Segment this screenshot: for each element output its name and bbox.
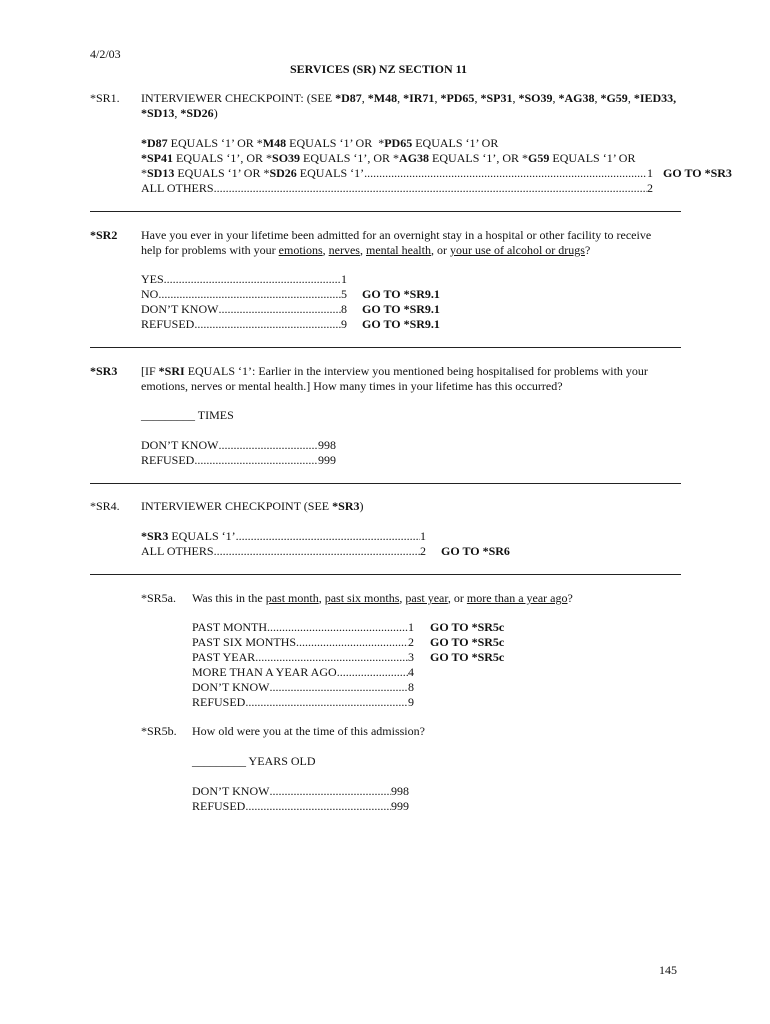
sr3-question-line1: [IF *SRI EQUALS ‘1’: Earlier in the interview you mentioned being hospitalised for problems with your [141, 364, 648, 378]
sr5a-option-more-than-year: MORE THAN A YEAR AGO ..... 4 [192, 665, 414, 680]
sr5a-goto-past-year: GO TO *SR5c [430, 650, 505, 664]
sr2-option-no: NO ..... 5 [141, 287, 347, 302]
sr5b-option-refused: REFUSED ..... 999 [192, 799, 409, 814]
section-divider [90, 347, 681, 348]
section-title: SERVICES (SR) NZ SECTION 11 [290, 62, 467, 76]
sr5a-option-past-year: PAST YEAR ..... 3 [192, 650, 414, 665]
sr4-goto-sr6: GO TO *SR6 [441, 544, 510, 558]
sr1-checkpoint-line1: INTERVIEWER CHECKPOINT: (SEE *D87, *M48, *IR71, *PD65, *SP31, *SO39, *AG38, *G59, *IED33, [141, 91, 677, 105]
sr4-id: *SR4. [90, 499, 120, 513]
sr2-id: *SR2 [90, 228, 118, 242]
sr3-id: *SR3 [90, 364, 118, 378]
sr5b-question: How old were you at the time of this admission? [192, 724, 425, 738]
sr5a-id: *SR5a. [141, 591, 177, 605]
sr2-option-dont-know: DON’T KNOW ..... 8 [141, 302, 347, 317]
sr5a-goto-past-six-months: GO TO *SR5c [430, 635, 505, 649]
sr3-option-refused: REFUSED ..... 999 [141, 453, 336, 468]
sr5b-id: *SR5b. [141, 724, 177, 738]
sr1-option-2: ALL OTHERS ..... 2 [141, 181, 653, 196]
sr1-checkpoint-line2: *SD13, *SD26) [141, 106, 218, 120]
sr1-goto-sr3: GO TO *SR3 [663, 166, 732, 180]
sr5b-option-dont-know: DON’T KNOW ..... 998 [192, 784, 409, 799]
sr3-times-blank: _________ TIMES [141, 408, 234, 422]
section-divider [90, 574, 681, 575]
sr1-condition-line1: *D87 EQUALS ‘1’ OR *M48 EQUALS ‘1’ OR *PD65 EQUALS ‘1’ OR [141, 136, 499, 150]
sr3-option-dont-know: DON’T KNOW ..... 998 [141, 438, 336, 453]
sr5a-question: Was this in the past month, past six months, past year, or more than a year ago? [192, 591, 573, 605]
sr4-checkpoint: INTERVIEWER CHECKPOINT (SEE *SR3) [141, 499, 364, 513]
sr5a-option-past-six-months: PAST SIX MONTHS ..... 2 [192, 635, 414, 650]
sr1-option-1: *SD13 EQUALS ‘1’ OR *SD26 EQUALS ‘1’ ..... 1 [141, 166, 653, 181]
sr2-goto-refused: GO TO *SR9.1 [362, 317, 440, 331]
sr4-option-2: ALL OTHERS ..... 2 [141, 544, 426, 559]
page-number: 145 [659, 963, 677, 977]
sr3-question-line2: emotions, nerves or mental health.] How many times in your lifetime has this occurred? [141, 379, 563, 393]
sr2-goto-no: GO TO *SR9.1 [362, 287, 440, 301]
sr5a-option-dont-know: DON’T KNOW ..... 8 [192, 680, 414, 695]
sr4-option-1: *SR3 EQUALS ‘1’ ..... 1 [141, 529, 426, 544]
document-date: 4/2/03 [90, 47, 121, 61]
section-divider [90, 211, 681, 212]
section-divider [90, 483, 681, 484]
sr2-option-yes: YES ..... 1 [141, 272, 347, 287]
sr2-option-refused: REFUSED ..... 9 [141, 317, 347, 332]
sr2-question-line1: Have you ever in your lifetime been admitted for an overnight stay in a hospital or other facility to receive [141, 228, 652, 242]
sr1-id: *SR1. [90, 91, 120, 105]
sr5b-years-blank: _________ YEARS OLD [192, 754, 316, 768]
sr5a-option-refused: REFUSED ..... 9 [192, 695, 414, 710]
sr5a-option-past-month: PAST MONTH ..... 1 [192, 620, 414, 635]
sr1-condition-line2: *SP41 EQUALS ‘1’, OR *SO39 EQUALS ‘1’, OR *AG38 EQUALS ‘1’, OR *G59 EQUALS ‘1’ OR [141, 151, 636, 165]
sr5a-goto-past-month: GO TO *SR5c [430, 620, 505, 634]
sr2-question-line2: help for problems with your emotions, nerves, mental health, or your use of alcohol or drugs? [141, 243, 591, 257]
sr2-goto-dont-know: GO TO *SR9.1 [362, 302, 440, 316]
